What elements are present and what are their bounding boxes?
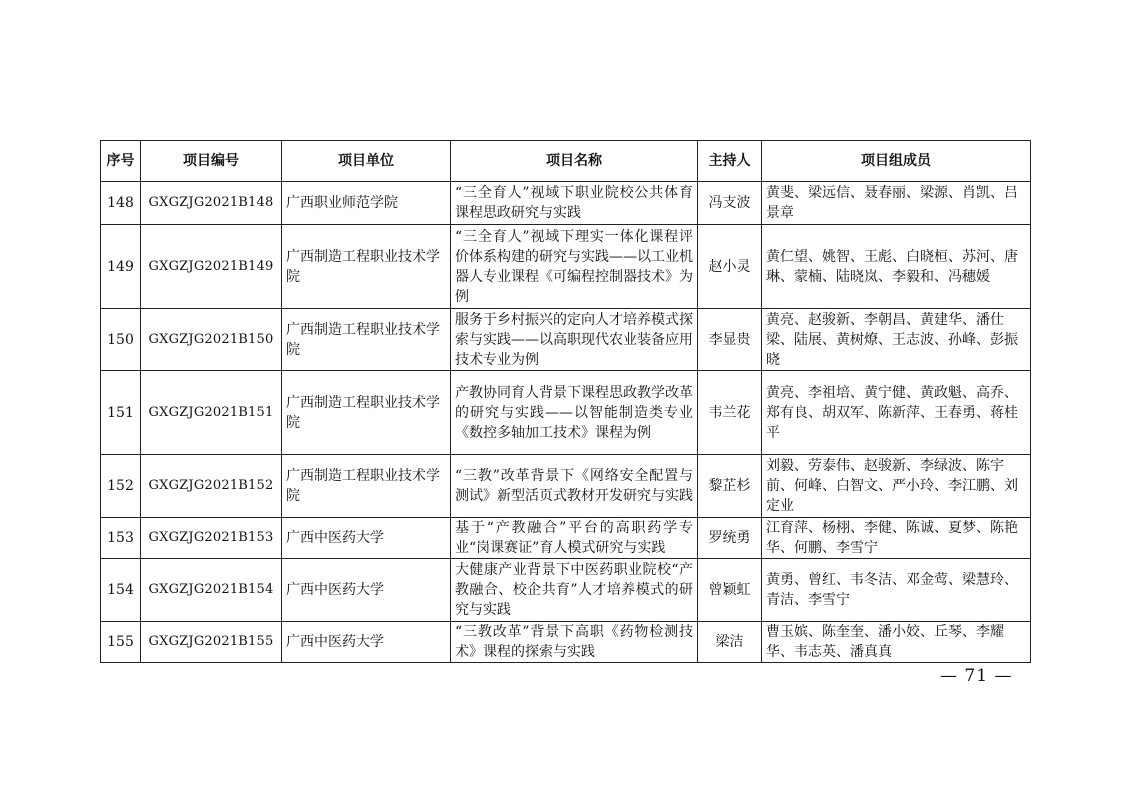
row-code: GXGZJG2021B150 xyxy=(141,309,282,371)
row-members: 黄斐、梁远信、聂春丽、梁源、肖凯、吕景章 xyxy=(762,182,1031,225)
project-table xyxy=(100,140,1031,663)
row-code: GXGZJG2021B153 xyxy=(141,518,282,559)
row-host: 曾颖虹 xyxy=(698,559,762,622)
row-code: GXGZJG2021B155 xyxy=(141,622,282,663)
table-row xyxy=(101,371,1031,455)
table-row xyxy=(101,559,1031,622)
row-host: 李显贵 xyxy=(698,309,762,371)
row-members: 黄勇、曾红、韦冬洁、邓金莺、梁慧玲、青洁、李雪宁 xyxy=(762,559,1031,622)
row-host: 冯支波 xyxy=(698,182,762,225)
table-row xyxy=(101,309,1031,371)
row-host: 梁洁 xyxy=(698,622,762,663)
row-index: 155 xyxy=(101,622,141,663)
row-unit: 广西制造工程职业技术学院 xyxy=(282,371,451,455)
row-index: 150 xyxy=(101,309,141,371)
header-members: 项目组成员 xyxy=(762,141,1031,182)
table-row xyxy=(101,455,1031,518)
row-index: 152 xyxy=(101,455,141,518)
row-name: 大健康产业背景下中医药职业院校“产教融合、校企共育”人才培养模式的研究与实践 xyxy=(451,559,698,622)
row-unit: 广西中医药大学 xyxy=(282,622,451,663)
row-name: 基于“产教融合”平台的高职药学专业“岗课赛证”育人模式研究与实践 xyxy=(451,518,698,559)
row-index: 149 xyxy=(101,225,141,309)
header-code: 项目编号 xyxy=(141,141,282,182)
row-unit: 广西制造工程职业技术学院 xyxy=(282,455,451,518)
row-host: 黎芷杉 xyxy=(698,455,762,518)
header-unit: 项目单位 xyxy=(282,141,451,182)
row-host: 赵小灵 xyxy=(698,225,762,309)
table-row xyxy=(101,518,1031,559)
header-host: 主持人 xyxy=(698,141,762,182)
row-members: 黄亮、李祖培、黄宁健、黄政魁、高乔、郑有良、胡双军、陈新萍、王春勇、蒋桂平 xyxy=(762,371,1031,455)
row-index: 154 xyxy=(101,559,141,622)
row-name: “三教”改革背景下《网络安全配置与测试》新型活页式教材开发研究与实践 xyxy=(451,455,698,518)
row-name: 产教协同育人背景下课程思政教学改革的研究与实践——以智能制造类专业《数控多轴加工技术》课程为例 xyxy=(451,371,698,455)
row-name: “三全育人”视域下理实一体化课程评价体系构建的研究与实践——以工业机器人专业课程《可编程控制器技术》为例 xyxy=(451,225,698,309)
row-unit: 广西中医药大学 xyxy=(282,518,451,559)
row-host: 韦兰花 xyxy=(698,371,762,455)
header-name: 项目名称 xyxy=(451,141,698,182)
row-members: 曹玉嫔、陈奎奎、潘小姣、丘琴、李耀华、韦志英、潘真真 xyxy=(762,622,1031,663)
row-name: “三教改革”背景下高职《药物检测技术》课程的探索与实践 xyxy=(451,622,698,663)
row-code: GXGZJG2021B152 xyxy=(141,455,282,518)
row-unit: 广西职业师范学院 xyxy=(282,182,451,225)
table-row xyxy=(101,622,1031,663)
page-number: — 71 — xyxy=(940,666,1013,686)
row-code: GXGZJG2021B149 xyxy=(141,225,282,309)
row-code: GXGZJG2021B151 xyxy=(141,371,282,455)
row-members: 黄亮、赵骏新、李朝昌、黄建华、潘仕梁、陆展、黄树燎、王志波、孙峰、彭振晓 xyxy=(762,309,1031,371)
row-members: 刘毅、劳泰伟、赵骏新、李绿波、陈宇前、何峰、白智文、严小玲、李江鹏、刘定业 xyxy=(762,455,1031,518)
header-index: 序号 xyxy=(101,141,141,182)
row-unit: 广西制造工程职业技术学院 xyxy=(282,225,451,309)
table-header-row xyxy=(101,141,1031,182)
row-code: GXGZJG2021B148 xyxy=(141,182,282,225)
row-index: 153 xyxy=(101,518,141,559)
row-members: 江育萍、杨栩、李健、陈诚、夏梦、陈艳华、何鹏、李雪宁 xyxy=(762,518,1031,559)
table-row xyxy=(101,182,1031,225)
row-unit: 广西中医药大学 xyxy=(282,559,451,622)
table-row xyxy=(101,225,1031,309)
row-members: 黄仁望、姚智、王彪、白晓桓、苏河、唐琳、蒙楠、陆晓岚、李毅和、冯穗媛 xyxy=(762,225,1031,309)
row-index: 148 xyxy=(101,182,141,225)
row-name: “三全育人”视域下职业院校公共体育课程思政研究与实践 xyxy=(451,182,698,225)
row-host: 罗统勇 xyxy=(698,518,762,559)
row-code: GXGZJG2021B154 xyxy=(141,559,282,622)
row-name: 服务于乡村振兴的定向人才培养模式探索与实践——以高职现代农业装备应用技术专业为例 xyxy=(451,309,698,371)
row-unit: 广西制造工程职业技术学院 xyxy=(282,309,451,371)
row-index: 151 xyxy=(101,371,141,455)
